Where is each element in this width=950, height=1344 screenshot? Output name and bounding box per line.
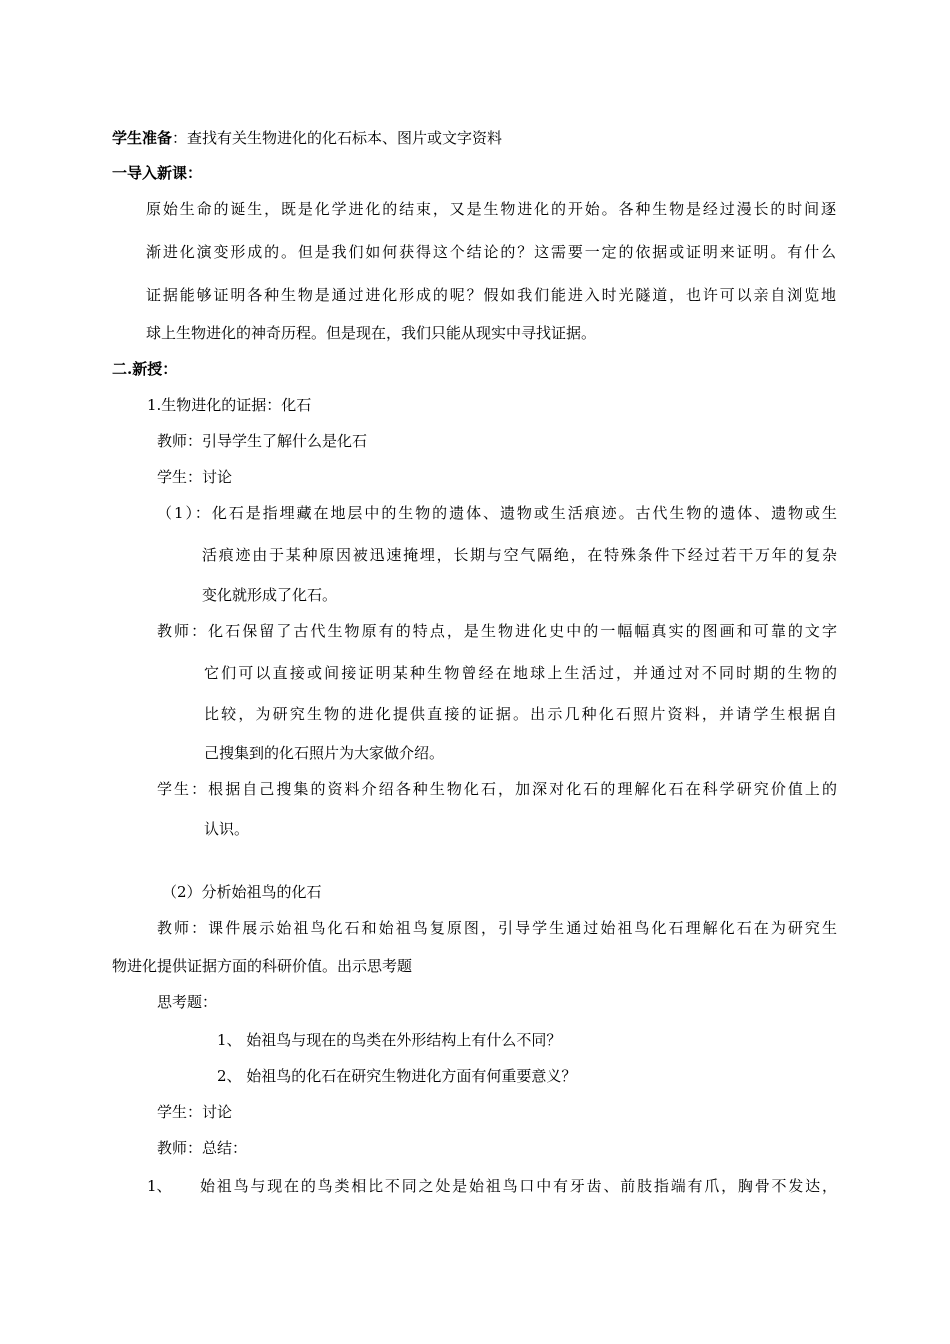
definition-line: （1）：化石是指埋藏在地层中的生物的遗体、遗物或生活痕迹。古代生物的遗体、遗物或生: [157, 504, 837, 522]
definition-line: 变化就形成了化石。: [202, 586, 338, 604]
teacher-line: 物进化提供证据方面的科研价值。出示思考题: [112, 957, 413, 975]
intro-paragraph-line: 球上生物进化的神奇历程。但是现在，我们只能从现实中寻找证据。: [146, 324, 597, 342]
teacher-line: 教师：课件展示始祖鸟化石和始祖鸟复原图，引导学生通过始祖鸟化石理解化石在为研究生: [157, 919, 837, 937]
section-title: （2）分析始祖鸟的化石: [162, 883, 322, 901]
new-lesson-heading: 二.新授：: [112, 360, 178, 378]
student-line: 认识。: [204, 820, 250, 838]
question-item: 2、 始祖鸟的化石在研究生物进化方面有何重要意义？: [217, 1067, 577, 1085]
student-prep: [112, 128, 502, 148]
questions-label: 思考题：: [157, 993, 218, 1011]
summary-line: 始祖鸟与现在的鸟类相比不同之处是始祖鸟口中有牙齿、前肢指端有爪，胸骨不发达，: [200, 1177, 837, 1195]
teacher-line: 比较，为研究生物的进化提供直接的证据。出示几种化石照片资料，并请学生根据自: [204, 705, 837, 723]
intro-heading: 一导入新课：: [112, 164, 203, 182]
teacher-line: 教师：化石保留了古代生物原有的特点，是生物进化史中的一幅幅真实的图画和可靠的文字: [157, 622, 837, 640]
student-line: 学生：根据自己搜集的资料介绍各种生物化石，加深对化石的理解化石在科学研究价值上的: [157, 780, 837, 798]
teacher-line: 教师：引导学生了解什么是化石: [157, 432, 368, 450]
teacher-line: 己搜集到的化石照片为大家做介绍。: [204, 744, 445, 762]
definition-line: 活痕迹由于某种原因被迅速掩埋，长期与空气隔绝，在特殊条件下经过若干万年的复杂: [202, 546, 837, 564]
student-prep-text: ：查找有关生物进化的化石标本、图片或文字资料: [172, 129, 503, 147]
summary-number: 1、: [147, 1177, 172, 1195]
question-item: 1、 始祖鸟与现在的鸟类在外形结构上有什么不同？: [217, 1031, 562, 1049]
intro-paragraph-line: 证据能够证明各种生物是通过进化形成的呢？假如我们能进入时光隧道，也许可以亲自浏览地: [146, 286, 836, 304]
section-title: 1.生物进化的证据：化石: [147, 396, 312, 414]
intro-paragraph-line: 渐进化演变形成的。但是我们如何获得这个结论的？这需要一定的依据或证明来证明。有什么: [146, 243, 836, 261]
student-prep-label: 学生准备: [112, 129, 173, 147]
intro-paragraph-line: 原始生命的诞生，既是化学进化的结束，又是生物进化的开始。各种生物是经过漫长的时间逐: [146, 200, 836, 218]
teacher-line: 它们可以直接或间接证明某种生物曾经在地球上生活过，并通过对不同时期的生物的: [204, 664, 837, 682]
student-line: 学生：讨论: [157, 468, 233, 486]
student-line: 学生：讨论: [157, 1103, 233, 1121]
teacher-line: 教师：总结：: [157, 1139, 248, 1157]
